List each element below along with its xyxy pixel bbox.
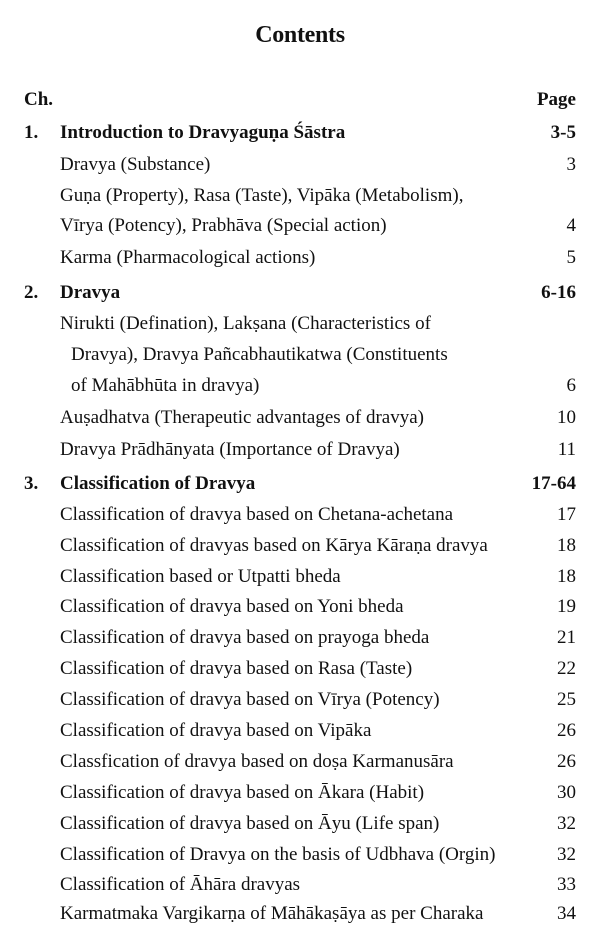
entry-title: Classification of dravya based on Vipāka [60,720,372,741]
toc-entry-continued[interactable] [0,339,600,371]
entry-page: 19 [557,596,576,617]
entry-title: Classification of Dravya on the basis of Udbhava (Orgin) [60,844,496,865]
page-column-label: Page [536,89,576,110]
entry-page: 33 [557,874,576,895]
column-header [0,84,600,116]
entry-page: 17 [557,504,576,525]
entry-page: 10 [557,407,576,428]
toc-entry[interactable] [0,622,600,654]
chapter-row[interactable] [0,277,600,309]
entry-page: 32 [557,844,576,865]
entry-title: Vīrya (Potency), Prabhāva (Special action) [60,215,387,236]
chapter-title: Dravya [60,282,121,303]
entry-title: of Mahābhūta in dravya) [71,375,260,396]
entry-title: Classfication of dravya based on doṣa Karmanusāra [60,751,454,772]
toc-entry[interactable] [0,777,600,809]
toc-entry[interactable] [0,434,600,466]
toc-entry[interactable] [0,149,600,181]
toc-entry[interactable] [0,808,600,840]
chapter-pages: 3-5 [550,122,576,143]
entry-title: Karmatmaka Vargikarṇa of Māhākaṣāya as per Charaka [60,903,484,924]
toc-entry[interactable] [0,715,600,747]
chapter-number: 1. [24,122,39,143]
chapter-column-label: Ch. [24,89,54,110]
entry-page: 25 [557,689,576,710]
entry-page: 3 [566,154,576,175]
toc-entry[interactable] [0,869,600,901]
toc-entry[interactable] [0,653,600,685]
entry-page: 4 [566,215,576,236]
toc-entry[interactable] [0,898,600,930]
entry-page: 6 [566,375,576,396]
toc-entry[interactable] [0,591,600,623]
entry-title: Dravya (Substance) [60,154,211,175]
entry-title: Classification of dravya based on Ākara (Habit) [60,782,425,803]
toc-entry[interactable] [0,530,600,562]
entry-page: 26 [557,720,576,741]
chapter-row[interactable] [0,468,600,500]
entry-title: Dravya), Dravya Pañcabhautikatwa (Constituents [71,344,448,365]
entry-page: 32 [557,813,576,834]
toc-entry[interactable] [0,499,600,531]
entry-title: Dravya Prādhānyata (Importance of Dravya) [60,439,400,460]
entry-title: Classification of dravya based on Āyu (Life span) [60,813,440,834]
entry-page: 22 [557,658,576,679]
entry-page: 5 [566,247,576,268]
chapter-row[interactable] [0,117,600,149]
chapter-pages: 17-64 [531,473,576,494]
toc-entry-continued[interactable] [0,210,600,242]
toc-entry[interactable] [0,180,600,212]
entry-title: Classification of dravya based on Chetana-achetana [60,504,454,525]
entry-page: 21 [557,627,576,648]
entry-title: Classification of dravya based on Rasa (Taste) [60,658,413,679]
chapter-number: 2. [24,282,39,303]
entry-title: Classification of dravyas based on Kārya Kāraṇa dravya [60,535,488,556]
chapter-title: Introduction to Dravyaguṇa Śāstra [60,122,346,143]
entry-title: Classification based or Utpatti bheda [60,566,341,587]
toc-entry[interactable] [0,308,600,340]
entry-title: Auṣadhatva (Therapeutic advantages of dravya) [60,407,424,428]
entry-page: 34 [557,903,576,924]
entry-title: Classification of dravya based on Vīrya (Potency) [60,689,440,710]
toc-entry[interactable] [0,402,600,434]
toc-entry[interactable] [0,684,600,716]
entry-title: Classification of dravya based on Yoni bheda [60,596,404,617]
toc-entry[interactable] [0,839,600,871]
entry-page: 18 [557,535,576,556]
toc-entry[interactable] [0,746,600,778]
entry-title: Karma (Pharmacological actions) [60,247,316,268]
entry-page: 30 [557,782,576,803]
entry-page: 18 [557,566,576,587]
entry-page: 11 [557,439,576,460]
entry-title: Nirukti (Defination), Lakṣana (Characteristics of [60,313,431,334]
toc-entry[interactable] [0,242,600,274]
toc-entry[interactable] [0,561,600,593]
entry-title: Classification of dravya based on prayoga bheda [60,627,430,648]
toc-entry-continued[interactable] [0,370,600,402]
entry-title: Classification of Āhāra dravyas [60,874,301,895]
entry-title: Guṇa (Property), Rasa (Taste), Vipāka (Metabolism), [60,185,464,206]
chapter-pages: 6-16 [541,282,576,303]
page-title: Contents [255,22,345,48]
entry-page: 26 [557,751,576,772]
chapter-number: 3. [24,473,39,494]
chapter-title: Classification of Dravya [60,473,256,494]
